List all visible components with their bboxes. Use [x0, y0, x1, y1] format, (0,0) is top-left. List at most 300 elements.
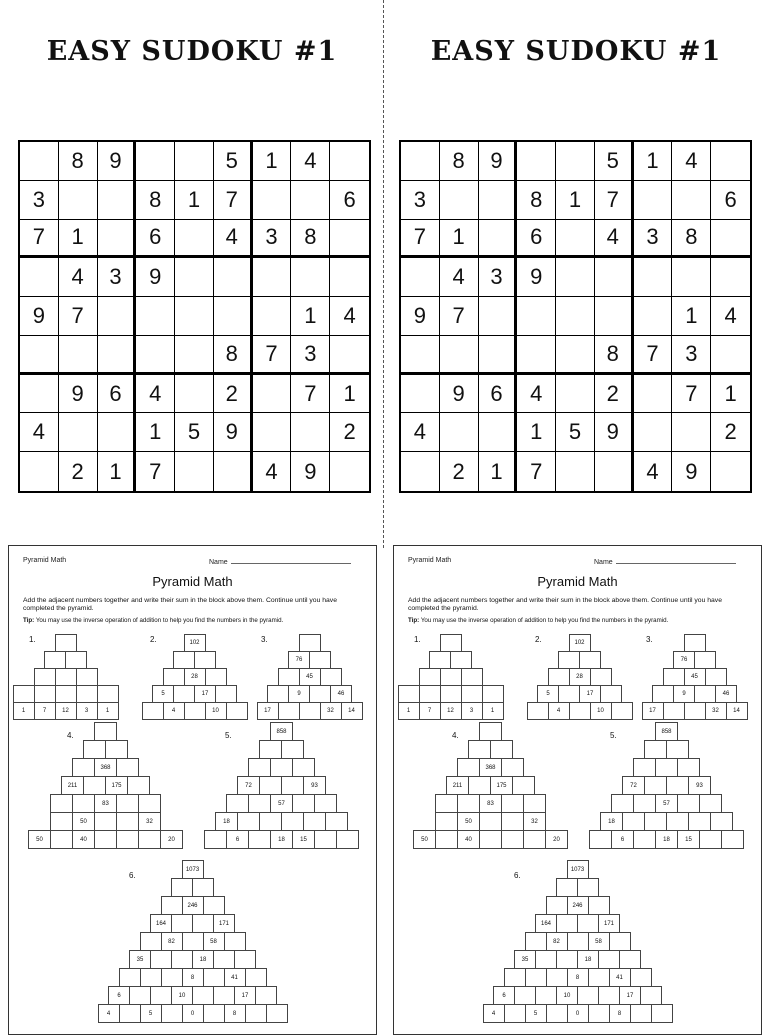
pyramid-block	[281, 776, 304, 795]
pyramid-block	[116, 830, 139, 849]
sudoku-cell	[711, 258, 750, 297]
sudoku-cell: 9	[136, 258, 175, 297]
pyramid-block: 76	[673, 651, 695, 669]
sudoku-cell	[253, 297, 292, 336]
sudoku-cell: 7	[20, 220, 59, 259]
instructions: Add the adjacent numbers together and write their sum in the block above them. Continue until you have completed the pyramid.	[23, 597, 337, 612]
sudoku-cell	[711, 220, 750, 259]
sudoku-cell	[253, 413, 292, 452]
pyramid-block	[677, 794, 700, 813]
sudoku-cell: 8	[440, 142, 479, 181]
sudoku-cell: 3	[672, 336, 711, 375]
pyramid-block: 8	[567, 968, 589, 987]
pyramid-block	[325, 812, 348, 831]
pyramid-block	[523, 830, 546, 849]
pyramid-block: 83	[479, 794, 502, 813]
pyramid-block	[579, 651, 601, 669]
pyramid-block: 17	[257, 702, 279, 720]
pyramid-block	[76, 685, 98, 703]
pyramid-block: 57	[270, 794, 293, 813]
pyramid-number: 6.	[514, 871, 521, 880]
pyramid-block	[684, 702, 706, 720]
sudoku-cell	[672, 181, 711, 220]
sudoku-cell	[59, 336, 98, 375]
tip-label: Tip:	[23, 617, 35, 624]
instructions: Add the adjacent numbers together and write their sum in the block above them. Continue until you have completed the pyramid.	[408, 597, 722, 612]
sudoku-cell: 7	[672, 375, 711, 414]
pyramid-block	[50, 830, 73, 849]
sudoku-cell	[595, 452, 634, 491]
worksheet-title: Pyramid Math	[537, 574, 618, 589]
sudoku-cell	[175, 142, 214, 181]
pyramid-block	[142, 702, 164, 720]
pyramid-block	[663, 702, 685, 720]
pyramid-block: 58	[203, 932, 225, 951]
pyramid-block: 32	[138, 812, 161, 831]
sudoku-cell: 6	[711, 181, 750, 220]
sudoku-cell	[634, 297, 673, 336]
pyramid-block: 58	[588, 932, 610, 951]
pyramid-block: 6	[493, 986, 515, 1005]
sudoku-cell: 1	[330, 375, 369, 414]
pyramid-block: 82	[161, 932, 183, 951]
pyramid-block	[266, 1004, 288, 1023]
sudoku-cell: 3	[401, 181, 440, 220]
pyramid-block	[226, 794, 249, 813]
pyramid-block	[34, 685, 56, 703]
pyramid-block: 76	[288, 651, 310, 669]
pyramid-block	[182, 932, 204, 951]
pyramid-block	[651, 1004, 673, 1023]
pyramid-block	[652, 685, 674, 703]
sudoku-cell: 9	[479, 142, 518, 181]
pyramid-block	[150, 950, 172, 969]
pyramid-block	[245, 1004, 267, 1023]
pyramid-block	[234, 950, 256, 969]
sudoku-cell	[98, 336, 137, 375]
sudoku-cell: 9	[595, 413, 634, 452]
pyramid-number: 3.	[646, 635, 653, 644]
pyramid-block	[161, 1004, 183, 1023]
pyramid-block	[468, 740, 491, 759]
pyramid-block	[479, 812, 502, 831]
pyramid-block: 7	[34, 702, 56, 720]
pyramid-block	[13, 685, 35, 703]
pyramid-block	[83, 776, 106, 795]
pyramid-block	[435, 794, 458, 813]
pyramid-block	[600, 685, 622, 703]
pyramid-block: 8	[182, 968, 204, 987]
sudoku-cell: 8	[291, 220, 330, 259]
sudoku-cell: 6	[517, 220, 556, 259]
pyramid-block: 0	[567, 1004, 589, 1023]
pyramid-block	[320, 668, 342, 686]
pyramid-block: 175	[105, 776, 128, 795]
pyramid-block: 1	[398, 702, 420, 720]
sudoku-cell: 2	[59, 452, 98, 491]
pyramid-block	[163, 668, 185, 686]
sudoku-cell	[401, 336, 440, 375]
sudoku-cell: 4	[59, 258, 98, 297]
sudoku-cell: 1	[440, 220, 479, 259]
pyramid-block	[255, 986, 277, 1005]
tip-label: Tip:	[408, 617, 420, 624]
sudoku-cell	[20, 142, 59, 181]
pyramid-block	[630, 1004, 652, 1023]
pyramid-block	[429, 651, 451, 669]
pyramid-block	[644, 776, 667, 795]
sudoku-grid	[399, 140, 752, 493]
sudoku-cell: 1	[291, 297, 330, 336]
tip	[23, 617, 363, 624]
sudoku-cell	[556, 258, 595, 297]
pyramid-block	[129, 986, 151, 1005]
sudoku-cell: 1	[517, 413, 556, 452]
pyramid-block: 10	[590, 702, 612, 720]
pyramid-block: 50	[72, 812, 95, 831]
pyramid-block: 18	[270, 830, 293, 849]
sudoku-cell	[175, 297, 214, 336]
pyramid-block: 171	[213, 914, 235, 933]
pyramid-block	[203, 1004, 225, 1023]
sudoku-cell: 1	[175, 181, 214, 220]
sudoku-cell: 1	[59, 220, 98, 259]
sudoku-cell	[440, 413, 479, 452]
pyramid-block	[150, 986, 172, 1005]
sudoku-cell: 7	[595, 181, 634, 220]
sudoku-cell	[634, 413, 673, 452]
pyramid-block	[105, 740, 128, 759]
pyramid-block: 72	[622, 776, 645, 795]
pyramid-number: 2.	[150, 635, 157, 644]
pyramid-block	[192, 986, 214, 1005]
sudoku-cell: 7	[634, 336, 673, 375]
pyramid-block	[440, 668, 462, 686]
sudoku-cell	[253, 258, 292, 297]
sudoku-cell: 9	[401, 297, 440, 336]
pyramid-block: 15	[292, 830, 315, 849]
pyramid-block	[215, 685, 237, 703]
pyramid-block	[398, 685, 420, 703]
sudoku-cell	[253, 181, 292, 220]
sudoku-cell: 8	[517, 181, 556, 220]
sudoku-cell: 4	[517, 375, 556, 414]
sudoku-cell: 3	[291, 336, 330, 375]
pyramid-block	[226, 702, 248, 720]
pyramid-block	[281, 812, 304, 831]
pyramid-block	[140, 932, 162, 951]
worksheet-header: Pyramid Math	[408, 557, 452, 564]
pyramid-block: 17	[579, 685, 601, 703]
pyramid-block	[567, 932, 589, 951]
sudoku-cell: 9	[214, 413, 253, 452]
pyramid-block	[482, 685, 504, 703]
pyramid-block: 28	[569, 668, 591, 686]
pyramid-block	[501, 758, 524, 777]
sudoku-cell	[20, 336, 59, 375]
pyramid-block	[598, 986, 620, 1005]
sudoku-cell	[214, 452, 253, 491]
pyramid-block	[633, 758, 656, 777]
pyramid-block: 20	[160, 830, 183, 849]
pyramid-block: 164	[150, 914, 172, 933]
pyramid-block: 1	[13, 702, 35, 720]
pyramid-block	[94, 812, 117, 831]
sudoku-cell: 4	[440, 258, 479, 297]
sudoku-cell	[440, 336, 479, 375]
pyramid-block: 858	[270, 722, 293, 741]
pyramid-block: 4	[98, 1004, 120, 1023]
pyramid-block: 93	[688, 776, 711, 795]
pyramid-block: 4	[163, 702, 185, 720]
pyramid-number: 5.	[225, 731, 232, 740]
pyramid-block	[525, 932, 547, 951]
sudoku-cell	[556, 336, 595, 375]
pyramid-block	[50, 812, 73, 831]
pyramid-block	[50, 794, 73, 813]
pyramid-block	[94, 722, 117, 741]
sudoku-cell: 4	[672, 142, 711, 181]
pyramid-block	[259, 776, 282, 795]
pyramid-block	[116, 812, 139, 831]
pyramid-block: 368	[479, 758, 502, 777]
pyramid-block	[611, 702, 633, 720]
pyramid-block	[278, 702, 300, 720]
pyramid-block: 32	[705, 702, 727, 720]
pyramid-block	[512, 776, 535, 795]
pyramid-block: 858	[655, 722, 678, 741]
pyramid-number: 5.	[610, 731, 617, 740]
sudoku-cell: 1	[98, 452, 137, 491]
pyramid-block: 57	[655, 794, 678, 813]
sudoku-cell	[20, 375, 59, 414]
pyramid-block	[490, 740, 513, 759]
sudoku-cell	[98, 413, 137, 452]
sudoku-cell: 1	[556, 181, 595, 220]
sudoku-cell: 8	[59, 142, 98, 181]
pyramid-block	[569, 702, 591, 720]
sudoku-cell: 9	[517, 258, 556, 297]
sudoku-cell: 4	[330, 297, 369, 336]
pyramid-block	[609, 932, 631, 951]
pyramid-block	[65, 651, 87, 669]
sudoku-cell	[672, 258, 711, 297]
pyramid-block	[699, 794, 722, 813]
pyramid-block: 46	[330, 685, 352, 703]
sudoku-cell	[479, 336, 518, 375]
pyramid-number: 3.	[261, 635, 268, 644]
sudoku-cell: 1	[711, 375, 750, 414]
pyramid-block	[558, 685, 580, 703]
pyramid-block: 32	[320, 702, 342, 720]
sudoku-cell: 3	[20, 181, 59, 220]
pyramid-block	[677, 758, 700, 777]
pyramid-block	[705, 668, 727, 686]
sudoku-cell	[20, 258, 59, 297]
sudoku-cell	[440, 181, 479, 220]
sudoku-cell: 4	[711, 297, 750, 336]
sudoku-cell	[98, 297, 137, 336]
pyramid-block	[619, 950, 641, 969]
sudoku-cell	[517, 336, 556, 375]
pyramid-block	[577, 914, 599, 933]
sudoku-cell: 4	[291, 142, 330, 181]
sudoku-cell	[479, 181, 518, 220]
pyramid-block	[116, 758, 139, 777]
pyramid-block	[501, 812, 524, 831]
pyramid-block	[119, 968, 141, 987]
sudoku-cell	[401, 258, 440, 297]
sudoku-cell	[175, 336, 214, 375]
sudoku-cell: 2	[330, 413, 369, 452]
pyramid-block: 14	[726, 702, 748, 720]
sudoku-grid	[18, 140, 371, 493]
pyramid-block	[173, 651, 195, 669]
pyramid-block	[267, 685, 289, 703]
sudoku-cell: 8	[214, 336, 253, 375]
sudoku-cell	[330, 258, 369, 297]
pyramid-block: 50	[457, 812, 480, 831]
pyramid-block	[237, 812, 260, 831]
pyramid-block	[171, 914, 193, 933]
sudoku-cell: 9	[59, 375, 98, 414]
pyramid-block: 50	[28, 830, 51, 849]
sudoku-cell	[330, 452, 369, 491]
pyramid-block: 211	[446, 776, 469, 795]
pyramid-block	[245, 968, 267, 987]
pyramid-block: 12	[55, 702, 77, 720]
pyramid-block	[699, 830, 722, 849]
pyramid-block	[184, 702, 206, 720]
pyramid-block: 46	[715, 685, 737, 703]
pyramid-block: 7	[419, 702, 441, 720]
pyramid-block: 3	[461, 702, 483, 720]
sudoku-cell	[136, 142, 175, 181]
tip-text: You may use the inverse operation of addition to help you find the numbers in the pyramid.	[420, 617, 669, 624]
pyramid-block	[622, 812, 645, 831]
pyramid-block	[655, 758, 678, 777]
sudoku-cell: 2	[711, 413, 750, 452]
pyramid-block	[435, 812, 458, 831]
sudoku-cell: 6	[136, 220, 175, 259]
sudoku-cell: 4	[401, 413, 440, 452]
pyramid-block: 6	[108, 986, 130, 1005]
pyramid-block	[663, 668, 685, 686]
pyramid-block	[527, 702, 549, 720]
sudoku-title: EASY SUDOKU #1	[46, 36, 338, 67]
sudoku-cell	[634, 181, 673, 220]
pyramid-block: 175	[490, 776, 513, 795]
sudoku-cell	[401, 142, 440, 181]
sudoku-cell	[711, 336, 750, 375]
pyramid-block	[457, 794, 480, 813]
pyramid-block: 41	[609, 968, 631, 987]
sudoku-cell	[175, 220, 214, 259]
pyramid-block: 18	[215, 812, 238, 831]
pyramid-block	[684, 634, 706, 652]
sudoku-cell: 5	[595, 142, 634, 181]
sudoku-cell: 1	[479, 452, 518, 491]
pyramid-number: 4.	[452, 731, 459, 740]
sudoku-cell	[330, 336, 369, 375]
pyramid-block: 18	[600, 812, 623, 831]
sudoku-cell: 8	[672, 220, 711, 259]
pyramid-block	[116, 794, 139, 813]
sudoku-cell: 4	[214, 220, 253, 259]
pyramid-block	[314, 830, 337, 849]
pyramid-block	[435, 830, 458, 849]
sudoku-cell: 2	[214, 375, 253, 414]
pyramid-worksheet	[393, 545, 762, 1035]
sudoku-cell	[711, 142, 750, 181]
sudoku-cell: 3	[634, 220, 673, 259]
pyramid-block	[299, 634, 321, 652]
sudoku-cell: 7	[517, 452, 556, 491]
pyramid-block	[546, 968, 568, 987]
pyramid-block	[589, 830, 612, 849]
pyramid-block	[546, 1004, 568, 1023]
sudoku-cell	[672, 413, 711, 452]
worksheet-header: Pyramid Math	[23, 557, 67, 564]
pyramid-block	[76, 668, 98, 686]
pyramid-block	[461, 685, 483, 703]
sudoku-cell	[98, 220, 137, 259]
pyramid-block: 4	[483, 1004, 505, 1023]
sudoku-cell	[330, 220, 369, 259]
pyramid-block: 1073	[182, 860, 204, 879]
pyramid-block	[514, 986, 536, 1005]
sudoku-cell	[291, 258, 330, 297]
pyramid-block	[299, 702, 321, 720]
sudoku-cell	[136, 336, 175, 375]
pyramid-block: 5	[525, 1004, 547, 1023]
sudoku-cell	[291, 181, 330, 220]
pyramid-block	[203, 896, 225, 915]
left-panel	[0, 0, 384, 1024]
sudoku-cell: 3	[479, 258, 518, 297]
sudoku-cell: 7	[214, 181, 253, 220]
pyramid-block	[44, 651, 66, 669]
pyramid-block	[558, 651, 580, 669]
sudoku-cell	[253, 375, 292, 414]
pyramid-worksheet	[8, 545, 377, 1035]
pyramid-block	[161, 968, 183, 987]
pyramid-block	[556, 914, 578, 933]
sudoku-cell: 1	[253, 142, 292, 181]
sudoku-cell: 1	[672, 297, 711, 336]
pyramid-block	[248, 794, 271, 813]
pyramid-block: 5	[152, 685, 174, 703]
pyramid-block	[127, 776, 150, 795]
name-field	[594, 557, 736, 566]
pyramid-block	[213, 986, 235, 1005]
sudoku-cell: 2	[440, 452, 479, 491]
sudoku-cell: 6	[330, 181, 369, 220]
pyramid-block	[588, 896, 610, 915]
pyramid-block	[55, 685, 77, 703]
pyramid-block	[479, 722, 502, 741]
pyramid-block	[535, 950, 557, 969]
pyramid-block: 14	[341, 702, 363, 720]
sudoku-cell: 4	[634, 452, 673, 491]
pyramid-block: 211	[61, 776, 84, 795]
pyramid-block	[72, 758, 95, 777]
pyramid-block	[523, 794, 546, 813]
pyramid-block: 368	[94, 758, 117, 777]
sudoku-cell	[556, 375, 595, 414]
pyramid-block: 18	[577, 950, 599, 969]
sudoku-cell	[59, 413, 98, 452]
